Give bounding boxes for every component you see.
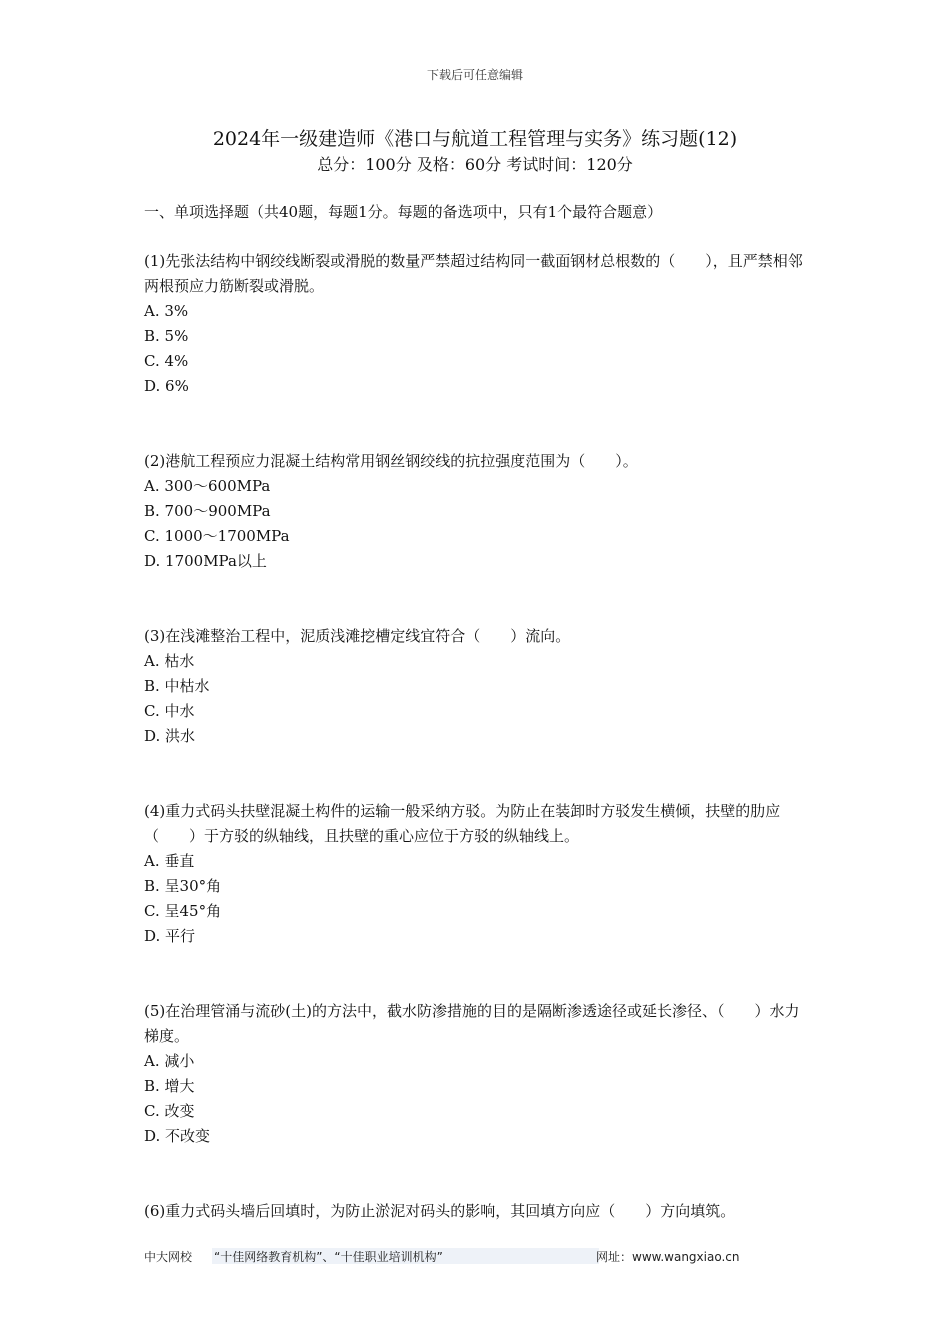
option-b[interactable]: B. 中枯水 <box>144 677 210 695</box>
option-c[interactable]: C. 4% <box>144 352 189 370</box>
question-stem: (2)港航工程预应力混凝土结构常用钢丝钢绞线的抗拉强度范围为（ ）。 <box>144 452 638 470</box>
footer-website[interactable]: 网址：www.wangxiao.cn <box>596 1250 740 1264</box>
question-stem: (1)先张法结构中钢绞线断裂或滑脱的数量严禁超过结构同一截面钢材总根数的（ ），且严禁相邻两根预应力筋断裂或滑脱。 <box>144 252 803 295</box>
question-3 <box>144 624 809 749</box>
question-stem: (5)在治理管涌与流砂(土)的方法中，截水防渗措施的目的是隔断渗透途径或延长渗径、（ ）水力梯度。 <box>144 1002 800 1045</box>
option-b[interactable]: B. 700～900MPa <box>144 502 271 520</box>
option-d[interactable]: D. 6% <box>144 377 189 395</box>
footer-slogan: “十佳网络教育机构”、“十佳职业培训机构” <box>212 1248 599 1264</box>
question-stem: (3)在浅滩整治工程中，泥质浅滩挖槽定线宜符合（ ）流向。 <box>144 627 571 645</box>
header-note: 下载后可任意编辑 <box>426 68 523 82</box>
option-a[interactable]: A. 垂直 <box>144 852 195 870</box>
option-c[interactable]: C. 中水 <box>144 702 195 720</box>
option-c[interactable]: C. 1000～1700MPa <box>144 527 290 545</box>
question-6 <box>144 1199 809 1224</box>
option-a[interactable]: A. 枯水 <box>144 652 195 670</box>
option-b[interactable]: B. 增大 <box>144 1077 195 1095</box>
option-b[interactable]: B. 5% <box>144 327 189 345</box>
option-b[interactable]: B. 呈30°角 <box>144 877 222 895</box>
option-d[interactable]: D. 洪水 <box>144 727 196 745</box>
section-heading: 一、单项选择题（共40题，每题1分。每题的备选项中，只有1个最符合题意） <box>144 203 663 221</box>
question-stem: (6)重力式码头墙后回填时，为防止淤泥对码头的影响，其回填方向应（ ）方向填筑。 <box>144 1202 736 1220</box>
option-a[interactable]: A. 减小 <box>144 1052 195 1070</box>
option-d[interactable]: D. 1700MPa以上 <box>144 552 267 570</box>
question-2 <box>144 449 809 574</box>
exam-info: 总分：100分 及格：60分 考试时间：120分 <box>317 155 633 174</box>
option-a[interactable]: A. 3% <box>144 302 189 320</box>
option-a[interactable]: A. 300～600MPa <box>144 477 271 495</box>
question-1 <box>144 249 809 399</box>
option-c[interactable]: C. 改变 <box>144 1102 195 1120</box>
question-stem: (4)重力式码头扶壁混凝土构件的运输一般采纳方驳。为防止在装卸时方驳发生横倾，扶壁的肋应（ ）于方驳的纵轴线，且扶壁的重心应位于方驳的纵轴线上。 <box>144 802 781 845</box>
question-4 <box>144 799 809 949</box>
question-5 <box>144 999 809 1149</box>
footer-brand: 中大网校 <box>144 1250 193 1264</box>
page-title: 2024年一级建造师《港口与航道工程管理与实务》练习题(12) <box>212 128 738 150</box>
page-footer <box>144 1248 744 1266</box>
option-c[interactable]: C. 呈45°角 <box>144 902 222 920</box>
question-list <box>144 200 809 1224</box>
option-d[interactable]: D. 不改变 <box>144 1127 211 1145</box>
option-d[interactable]: D. 平行 <box>144 927 196 945</box>
